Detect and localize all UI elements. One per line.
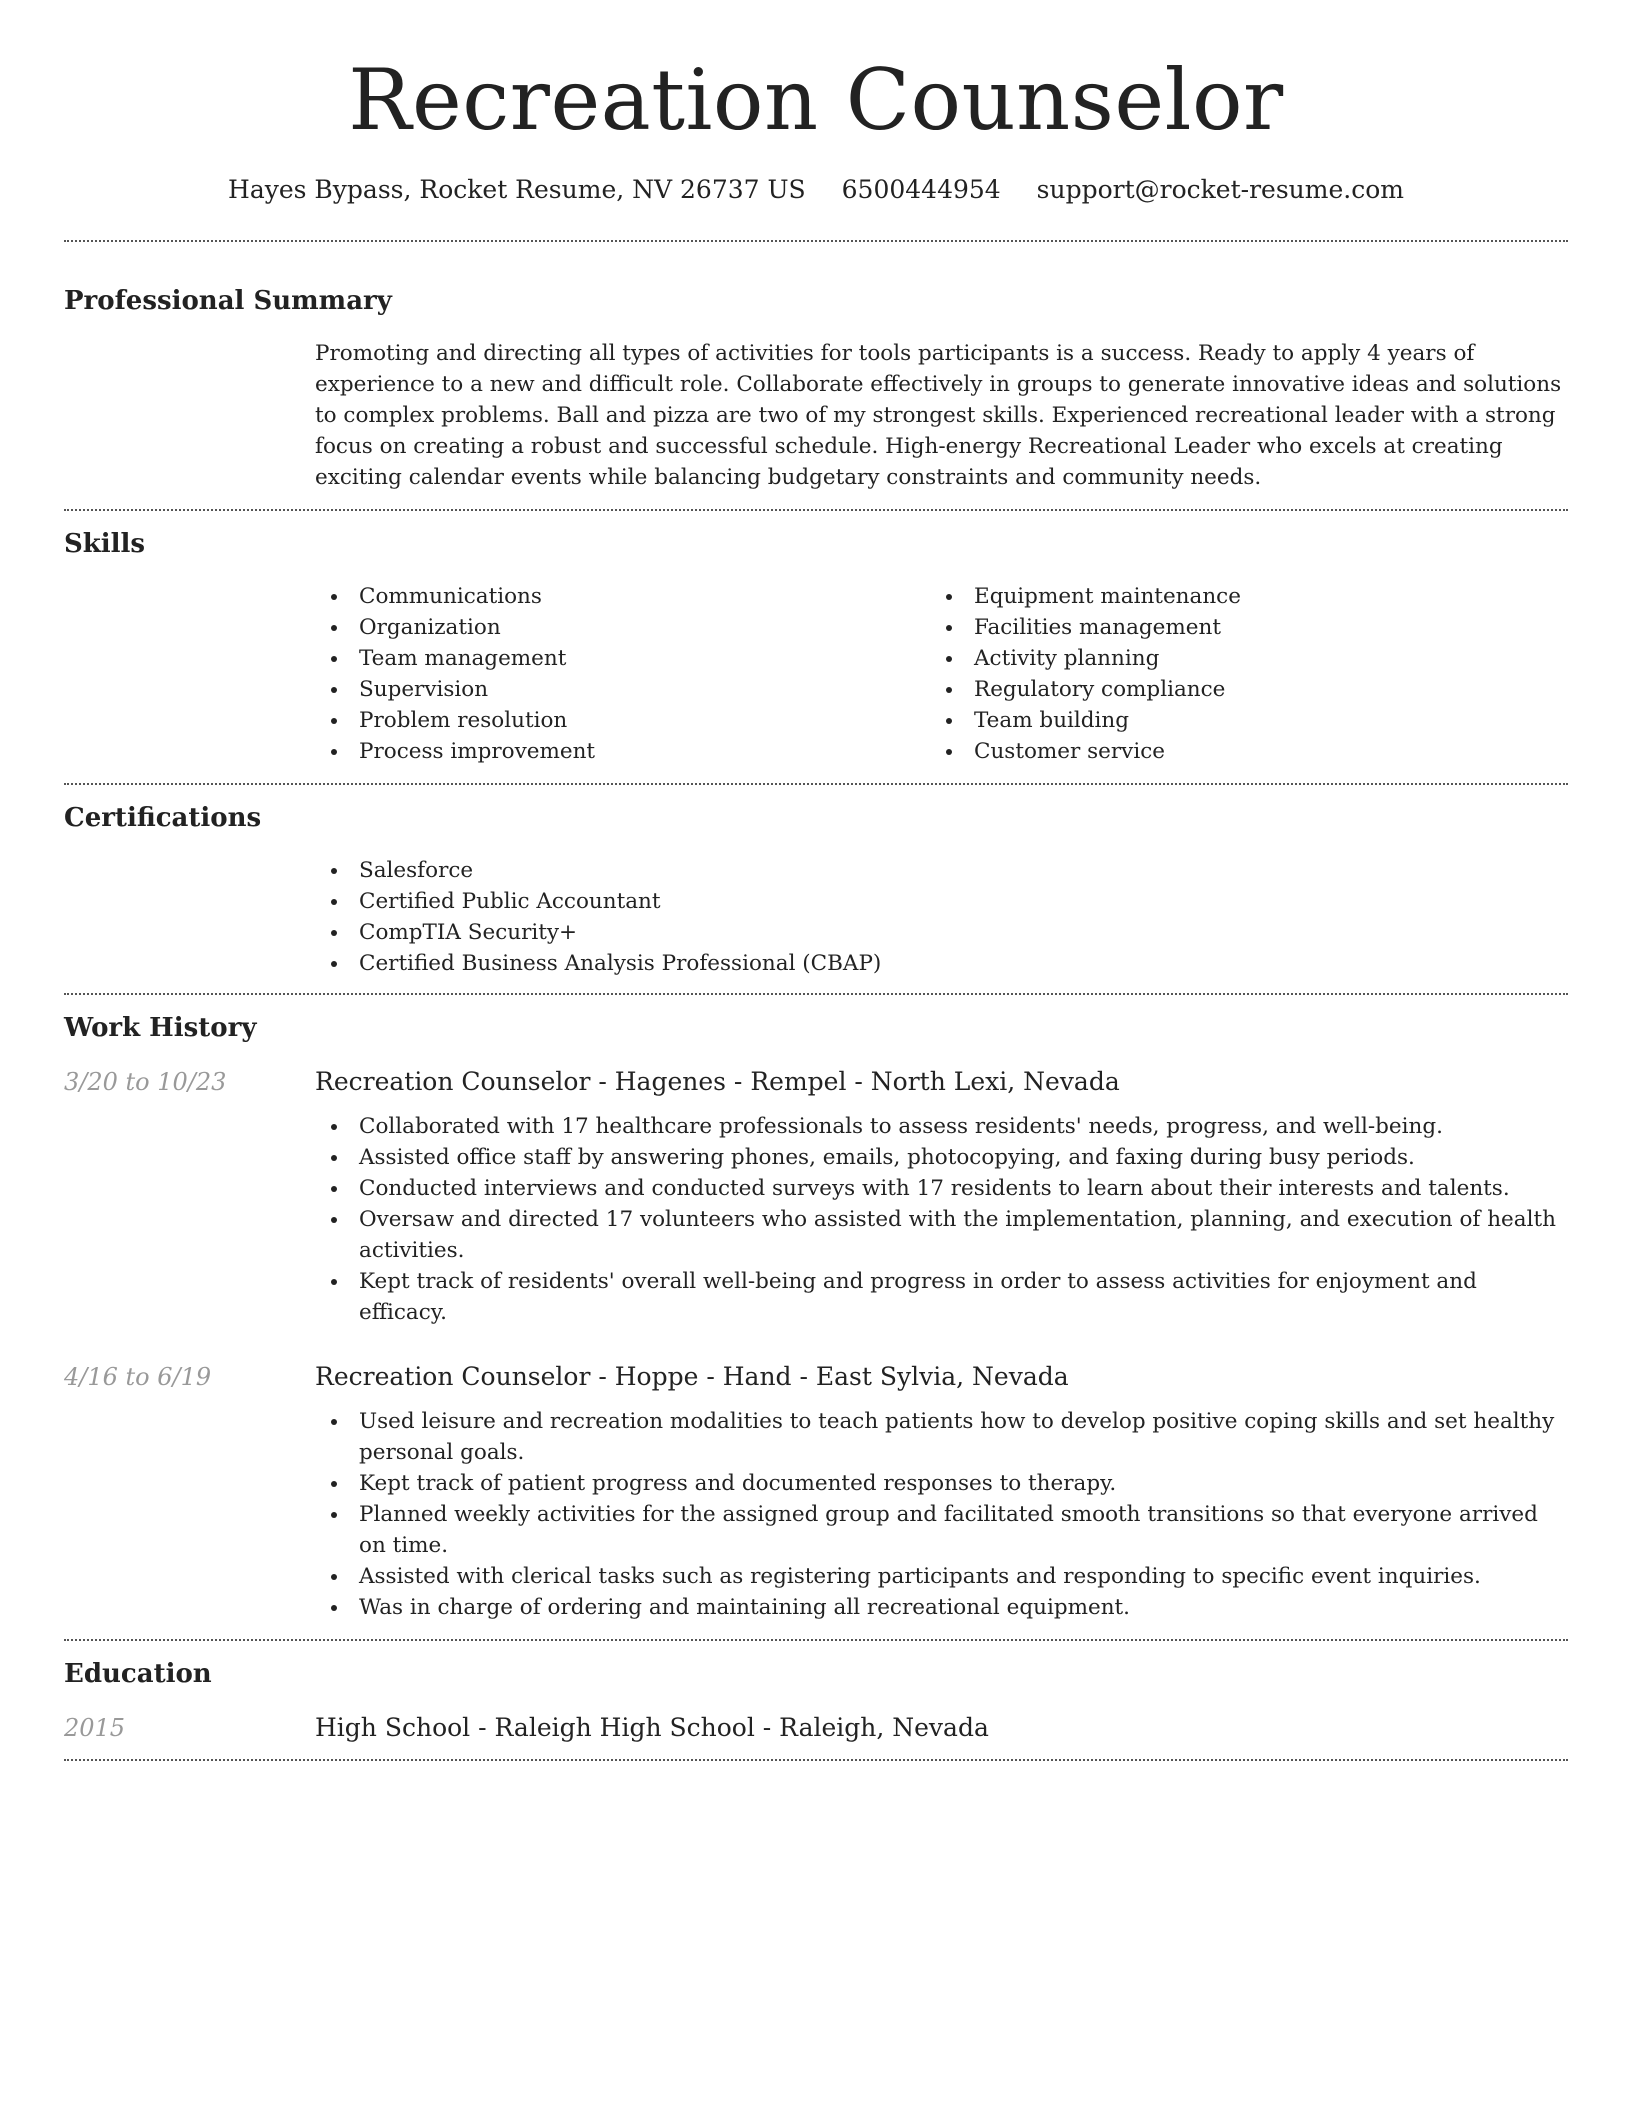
education-section: [64, 1641, 1568, 1745]
email-link[interactable]: support@rocket-resume.com: [1036, 175, 1404, 204]
job-bullet: Used leisure and recreation modalities to teach patients how to develop positive coping skills and set healthy personal goals.: [315, 1406, 1568, 1468]
skill-item: Customer service: [930, 736, 1545, 767]
section-title-summary: Professional Summary: [64, 286, 392, 316]
job-title: Recreation Counselor - Hoppe - Hand - East Sylvia, Nevada: [315, 1362, 1069, 1391]
job-bullet: Assisted office staff by answering phones, emails, photocopying, and faxing during busy periods.: [315, 1142, 1568, 1173]
divider: [64, 1759, 1568, 1761]
skill-item: Problem resolution: [315, 705, 930, 736]
resume-header: [64, 0, 1568, 206]
summary-section: [64, 242, 1568, 493]
section-title-skills: Skills: [64, 529, 146, 559]
job-bullet: Kept track of residents' overall well-being and progress in order to assess activities for enjoyment and efficacy.: [315, 1266, 1568, 1328]
candidate-name: Recreation Counselor: [348, 51, 1284, 149]
certifications-list: [315, 855, 1568, 979]
skills-list-right: [930, 581, 1545, 767]
skills-list-left: [315, 581, 930, 767]
job-bullet: Oversaw and directed 17 volunteers who assisted with the implementation, planning, and execution of health activities.: [315, 1204, 1568, 1266]
skill-item: Communications: [315, 581, 930, 612]
job-entry: [64, 1360, 1568, 1639]
job-bullet: Conducted interviews and conducted surveys with 17 residents to learn about their interests and talents.: [315, 1173, 1568, 1204]
skill-item: Facilities management: [930, 612, 1545, 643]
job-date: 4/16 to 6/19: [64, 1363, 212, 1391]
skill-item: Equipment maintenance: [930, 581, 1545, 612]
job-bullets: [315, 1111, 1568, 1328]
skill-item: Team building: [930, 705, 1545, 736]
job-bullet: Collaborated with 17 healthcare professionals to assess residents' needs, progress, and well-being.: [315, 1111, 1568, 1142]
phone-text: 6500444954: [841, 175, 1001, 204]
work-history-section: [64, 995, 1568, 1639]
skill-item: Activity planning: [930, 643, 1545, 674]
certification-item: Certified Business Analysis Professional (CBAP): [315, 948, 1568, 979]
job-bullet: Assisted with clerical tasks such as registering participants and responding to specific event inquiries.: [315, 1561, 1568, 1592]
certification-item: Certified Public Accountant: [315, 886, 1568, 917]
education-title: High School - Raleigh High School - Raleigh, Nevada: [315, 1713, 989, 1742]
job-date: 3/20 to 10/23: [64, 1068, 227, 1096]
job-bullet: Was in charge of ordering and maintaining all recreational equipment.: [315, 1592, 1568, 1623]
job-bullets: [315, 1406, 1568, 1623]
address-text: Hayes Bypass, Rocket Resume, NV 26737 US: [228, 175, 806, 204]
skill-item: Supervision: [315, 674, 930, 705]
skill-item: Process improvement: [315, 736, 930, 767]
certifications-section: [64, 785, 1568, 979]
job-bullet: Kept track of patient progress and documented responses to therapy.: [315, 1468, 1568, 1499]
certification-item: CompTIA Security+: [315, 917, 1568, 948]
job-bullet: Planned weekly activities for the assigned group and facilitated smooth transitions so that everyone arrived on time.: [315, 1499, 1568, 1561]
job-entry: [64, 1065, 1568, 1328]
job-title: Recreation Counselor - Hagenes - Rempel - North Lexi, Nevada: [315, 1067, 1120, 1096]
education-date: 2015: [64, 1714, 126, 1742]
skills-section: [64, 511, 1568, 767]
contact-line: [64, 174, 1568, 206]
certification-item: Salesforce: [315, 855, 1568, 886]
skill-item: Team management: [315, 643, 930, 674]
section-title-certifications: Certifications: [64, 803, 262, 833]
skill-item: Regulatory compliance: [930, 674, 1545, 705]
section-title-education: Education: [64, 1659, 212, 1689]
skill-item: Organization: [315, 612, 930, 643]
education-entry: [64, 1711, 1568, 1745]
summary-text: Promoting and directing all types of activities for tools participants is a success. Ready to apply 4 years of experience to a new and difficult role. Collaborate effectively in groups to generate innovative ideas and solutions to complex problems. Ball and pizza are two of my strongest skills. Experienced recreational leader with a strong focus on creating a robust and successful schedule. High-energy Recreational Leader who excels at creating exciting calendar events while balancing budgetary constraints and community needs.: [315, 341, 1562, 490]
section-title-work-history: Work History: [64, 1013, 257, 1043]
